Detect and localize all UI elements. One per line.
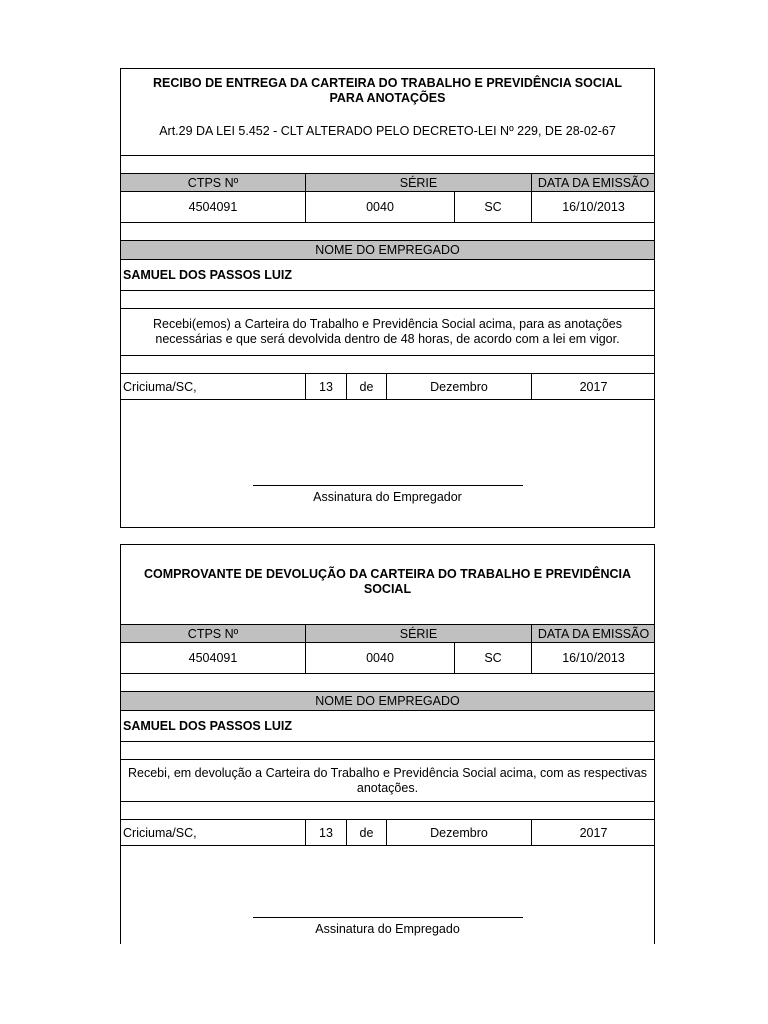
spacer-row — [121, 356, 654, 374]
receipt-statement: Recebi(emos) a Carteira do Trabalho e Previdência Social acima, para as anotações necessárias e que será devolvida dentro de 48 horas, de acordo com a lei em vigor. — [153, 317, 622, 346]
ctps-number: 4504091 — [188, 200, 238, 214]
spacer-row — [121, 291, 654, 309]
emission-date-value: 16/10/2013 — [531, 192, 655, 222]
date-preposition: de — [346, 374, 386, 399]
city: Criciuma/SC, — [123, 825, 197, 840]
spacer-row — [121, 155, 654, 173]
ctps-header: CTPS Nº — [187, 175, 239, 190]
employee-header-row — [121, 241, 654, 260]
employee-header: NOME DO EMPREGADO — [315, 694, 460, 708]
year: 2017 — [531, 820, 655, 845]
receipt-form — [120, 68, 655, 528]
serie-header: SÉRIE — [305, 174, 531, 191]
spacer-row — [121, 802, 654, 820]
date-preposition: de — [346, 820, 386, 845]
statement-row — [121, 309, 654, 356]
receipt-title: RECIBO DE ENTREGA DA CARTEIRA DO TRABALHO E PREVIDÊNCIA SOCIAL PARA ANOTAÇÕES — [152, 76, 622, 105]
employee-signature-label: Assinatura do Empregado — [315, 922, 460, 936]
receipt-subtitle: Art.29 DA LEI 5.452 - CLT ALTERADO PELO DECRETO-LEI Nº 229, DE 28-02-67 — [159, 124, 616, 138]
return-proof-form — [120, 544, 655, 944]
return-statement: Recebi, em devolução a Carteira do Trabalho e Previdência Social acima, com as respectivas anotações. — [127, 766, 647, 795]
employee-header-row — [121, 692, 654, 711]
uf-value: SC — [454, 192, 531, 222]
employer-signature-label: Assinatura do Empregador — [313, 490, 462, 504]
ctps-number: 4504091 — [188, 651, 238, 665]
emission-date-header: DATA DA EMISSÃO — [531, 625, 655, 642]
employee-name: SAMUEL DOS PASSOS LUIZ — [123, 719, 293, 733]
spacer-row — [121, 674, 654, 692]
day: 13 — [305, 374, 346, 399]
serie-header: SÉRIE — [305, 625, 531, 642]
year: 2017 — [531, 374, 655, 399]
emission-date-value: 16/10/2013 — [531, 643, 655, 673]
return-title: COMPROVANTE DE DEVOLUÇÃO DA CARTEIRA DO TRABALHO E PREVIDÊNCIA SOCIAL — [143, 567, 632, 596]
serie-value: 0040 — [305, 643, 454, 673]
ctps-header-row — [121, 624, 654, 643]
uf-value: SC — [454, 643, 531, 673]
receipt-title-block — [121, 69, 654, 155]
employee-name-row — [121, 711, 654, 742]
statement-row — [121, 760, 654, 802]
ctps-values-row — [121, 192, 654, 223]
spacer-row — [121, 742, 654, 760]
signature-line — [253, 485, 523, 486]
date-row — [121, 374, 654, 400]
spacer-row — [121, 223, 654, 241]
employee-name-row — [121, 260, 654, 291]
day: 13 — [305, 820, 346, 845]
employee-header: NOME DO EMPREGADO — [315, 243, 460, 257]
month: Dezembro — [386, 820, 531, 845]
signature-line — [253, 917, 523, 918]
ctps-header: CTPS Nº — [187, 626, 239, 641]
city: Criciuma/SC, — [123, 379, 197, 394]
return-title-block — [121, 545, 654, 624]
ctps-header-row — [121, 173, 654, 192]
ctps-values-row — [121, 643, 654, 674]
date-row — [121, 820, 654, 846]
month: Dezembro — [386, 374, 531, 399]
emission-date-header: DATA DA EMISSÃO — [531, 174, 655, 191]
employee-name: SAMUEL DOS PASSOS LUIZ — [123, 268, 293, 282]
serie-value: 0040 — [305, 192, 454, 222]
